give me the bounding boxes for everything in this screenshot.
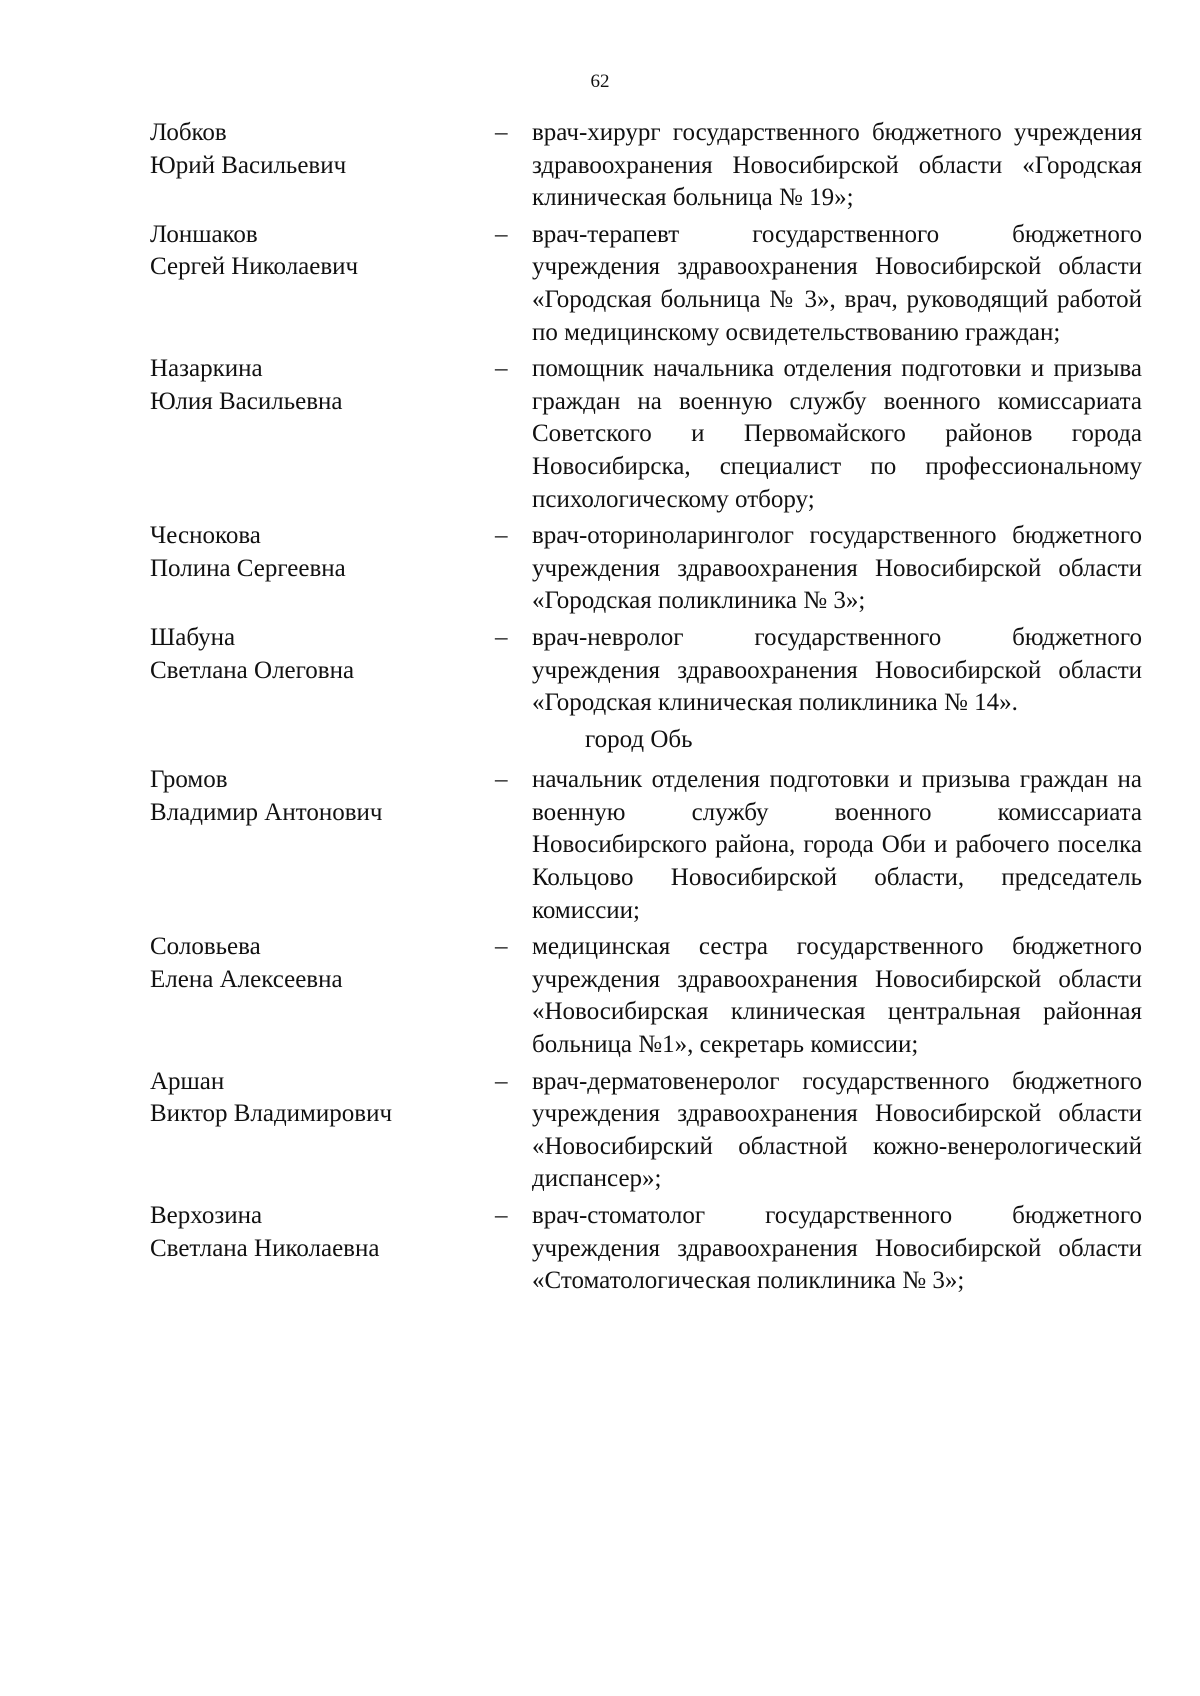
list-item <box>150 117 1145 215</box>
person-name <box>150 1066 495 1131</box>
dash: – <box>495 119 508 146</box>
dash: – <box>495 933 508 961</box>
position-description: медицинская сестра государственного бюджетного учреждения здравоохранения Новосибирской области «Новосибирская клиническая центральная районная больница №1», секретарь комиссии; <box>532 933 1142 1059</box>
position-description: врач-хирург государственного бюджетного учреждения здравоохранения Новосибирской области «Городская клиническая больница № 19»; <box>532 119 1142 212</box>
given-name: Светлана Николаевна <box>150 1234 380 1262</box>
surname: Верхозина <box>150 1202 263 1229</box>
given-name: Юлия Васильевна <box>150 387 343 415</box>
surname: Аршан <box>150 1067 225 1095</box>
given-name: Полина Сергеевна <box>150 554 346 582</box>
position-description: помощник начальника отделения подготовки и призыва граждан на военную службу военного комиссариата Советского и Первомайского районов города Новосибирска, специалист по профессиональному психологическому отбору; <box>532 355 1142 513</box>
given-name: Сергей Николаевич <box>150 253 359 281</box>
person-name <box>150 520 495 585</box>
position-description: врач-невролог государственного бюджетного учреждения здравоохранения Новосибирской области «Городская клиническая поликлиника № 14». <box>532 623 1142 717</box>
given-name: Виктор Владимирович <box>150 1100 393 1128</box>
person-name <box>150 117 495 182</box>
list-item <box>150 520 1145 618</box>
list-item <box>150 1066 1145 1196</box>
given-name: Елена Алексеевна <box>150 965 343 993</box>
surname: Шабуна <box>150 623 236 651</box>
given-name: Светлана Олеговна <box>150 656 355 684</box>
person-name <box>150 931 495 996</box>
given-name: Юрий Васильевич <box>150 151 347 179</box>
surname: Лоншаков <box>150 220 258 248</box>
person-name <box>150 353 495 418</box>
page-number: 62 <box>590 71 610 92</box>
dash: – <box>495 522 508 550</box>
person-name <box>150 1200 495 1265</box>
position-description: врач-оториноларинголог государственного бюджетного учреждения здравоохранения Новосибирской области «Городская поликлиника № 3»; <box>532 522 1142 615</box>
dash: – <box>495 623 508 651</box>
dash: – <box>495 1067 508 1095</box>
surname: Лобков <box>150 119 227 146</box>
position-description: врач-терапевт государственного бюджетного учреждения здравоохранения Новосибирской области «Городская больница № 3», врач, руководящий работой по медицинскому освидетельствованию граждан; <box>532 220 1142 346</box>
section-heading: город Обь <box>585 725 693 753</box>
dash: – <box>495 766 508 794</box>
list-item <box>150 1200 1145 1298</box>
list-item <box>150 931 1145 1061</box>
person-name <box>150 219 495 284</box>
list-item <box>150 764 1145 927</box>
dash: – <box>495 355 508 383</box>
list-item <box>150 353 1145 516</box>
commission-list <box>150 117 1145 1302</box>
given-name: Владимир Антонович <box>150 798 383 826</box>
position-description: врач-дерматовенеролог государственного бюджетного учреждения здравоохранения Новосибирской области «Новосибирский областной кожно-венерологический диспансер»; <box>532 1067 1142 1193</box>
list-item <box>150 219 1145 349</box>
surname: Громов <box>150 766 228 794</box>
list-item <box>150 622 1145 720</box>
person-name <box>150 764 495 829</box>
person-name <box>150 622 495 687</box>
surname: Назаркина <box>150 355 263 383</box>
dash: – <box>495 1202 508 1229</box>
dash: – <box>495 220 508 248</box>
position-description: начальник отделения подготовки и призыва граждан на военную службу военного комиссариата Новосибирского района, города Оби и рабочего поселка Кольцово Новосибирской области, председатель комиссии; <box>532 766 1142 924</box>
surname: Соловьева <box>150 933 261 961</box>
surname: Чеснокова <box>150 522 261 550</box>
position-description: врач-стоматолог государственного бюджетного учреждения здравоохранения Новосибирской области «Стоматологическая поликлиника № 3»; <box>532 1202 1142 1295</box>
